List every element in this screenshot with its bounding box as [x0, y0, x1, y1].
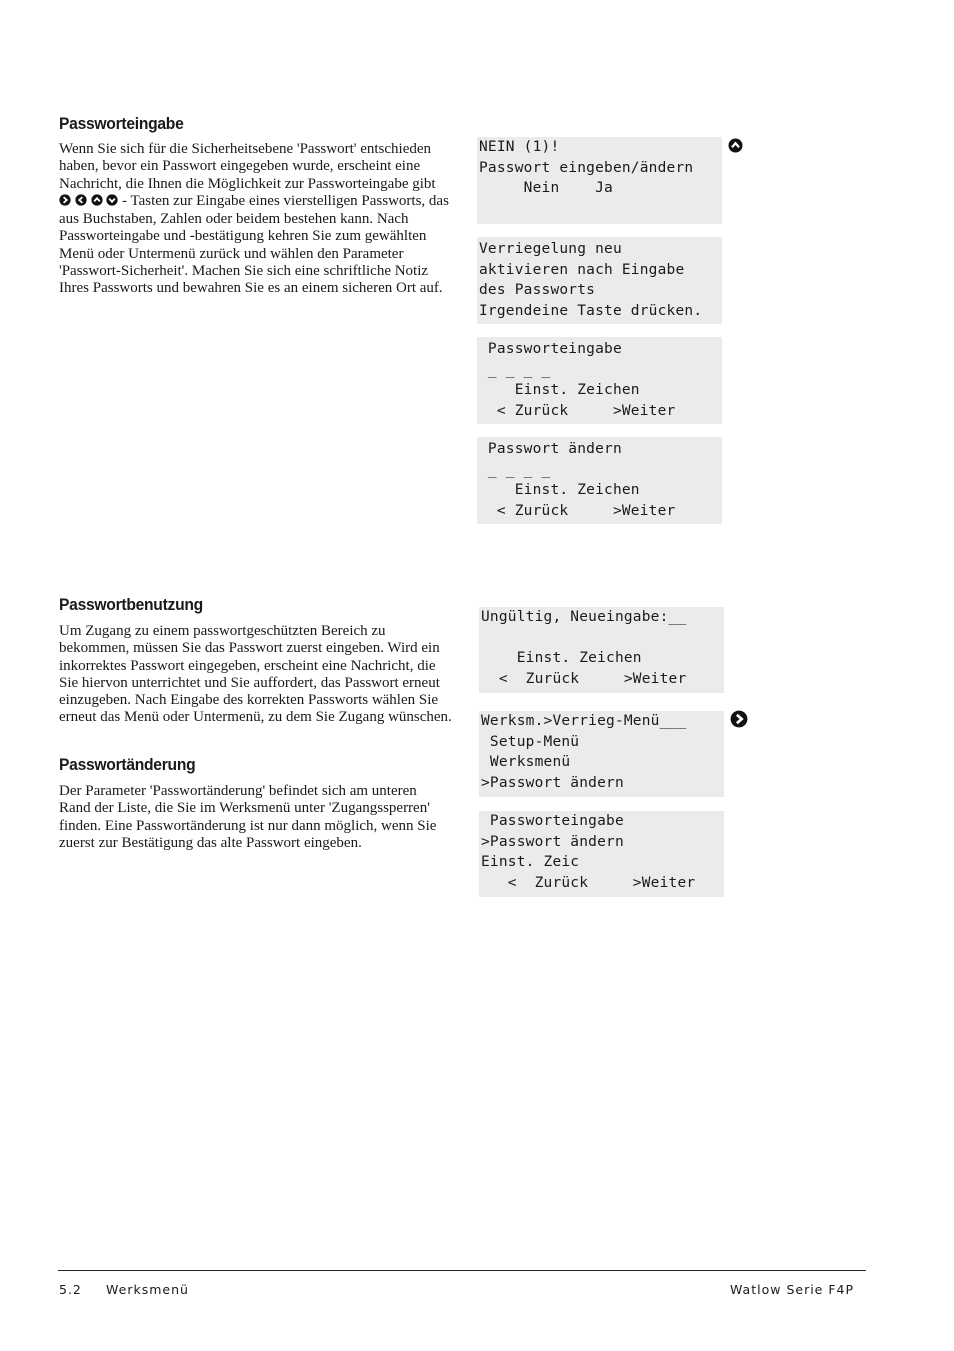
footer-section-title: Werksmenü: [106, 1282, 189, 1297]
heading-passwortbenutzung: Passwortbenutzung: [59, 595, 203, 614]
lcd-screen-password-entry: Passworteingabe _ _ _ _ Einst. Zeichen < Zurück >Weiter: [477, 337, 722, 424]
up-arrow-icon: [728, 138, 743, 158]
paragraph-passworteingabe-part1: Wenn Sie sich für die Sicherheitsebene 'Passwort' entschieden haben, bevor ein Passwort eingegeben wurde, erscheint eine Nachricht, die Ihnen die Möglichkeit zur Passworteingabe gibt: [59, 141, 436, 192]
lcd-screen-factory-menu: Werksm.>Verrieg-Menü___ Setup-Menü Werksmenü >Passwort ändern: [479, 711, 724, 797]
right-arrow-icon: [730, 710, 748, 733]
paragraph-passworteingabe-part2: - Tasten zur Eingabe eines vierstelligen Passworts, das aus Buchstaben, Zahlen oder beidem bestehen kann. Nach Passworteingabe und -bestätigung kehren Sie zum gewählten Menü oder Untermenü zurück und wählen den Parameter 'Passwort-Sicherheit'. Machen Sie sich eine schriftliche Notiz Ihres Passworts und bewahren Sie es an einem sicheren Ort auf.: [59, 192, 449, 297]
paragraph-passwortbenutzung: Um Zugang zu einem passwortgeschützten Bereich zu bekommen, müssen Sie das Passwort zuerst eingeben. Wird ein inkorrektes Passwort eingegeben, erscheint eine Nachricht, die Sie hiervon unterrichtet und Sie auffordert, das Passwort erneut einzugeben. Nach Eingabe des korrekten Passworts wählen Sie erneut das Menü oder Untermenü, zu dem Sie Zugang wünschen.: [59, 623, 452, 726]
paragraph-passworteingabe: [59, 141, 451, 298]
lcd-screen-invalid-entry: Ungültig, Neueingabe:__ Einst. Zeichen < Zurück >Weiter: [479, 607, 724, 693]
down-arrow-icon: [106, 194, 118, 211]
lcd-screen-relock-info: Verriegelung neu aktivieren nach Eingabe des Passworts Irgendeine Taste drücken.: [477, 237, 722, 324]
footer-rule: [58, 1270, 866, 1271]
up-arrow-icon: [91, 194, 103, 211]
footer-product: Watlow Serie F4P: [730, 1282, 855, 1297]
lcd-screen-password-prompt: NEIN (1)! Passwort eingeben/ändern Nein Ja: [477, 137, 722, 224]
left-arrow-icon: [75, 194, 87, 211]
heading-passworteingabe: Passworteingabe: [59, 114, 184, 133]
lcd-screen-old-password: Passworteingabe >Passwort ändern Einst. Zeic < Zurück >Weiter: [479, 811, 724, 897]
page-number: 5.2: [59, 1282, 82, 1297]
paragraph-passwortaenderung: Der Parameter 'Passwortänderung' befindet sich am unteren Rand der Liste, die Sie im Werksmenü unter 'Zugangssperren' finden. Eine Passwortänderung ist nur dann möglich, wenn Sie zuerst zur Bestätigung das alte Passwort eingeben.: [59, 783, 437, 851]
heading-passwortaenderung: Passwortänderung: [59, 755, 196, 774]
lcd-screen-password-change: Passwort ändern _ _ _ _ Einst. Zeichen < Zurück >Weiter: [477, 437, 722, 524]
right-arrow-icon: [59, 194, 71, 211]
